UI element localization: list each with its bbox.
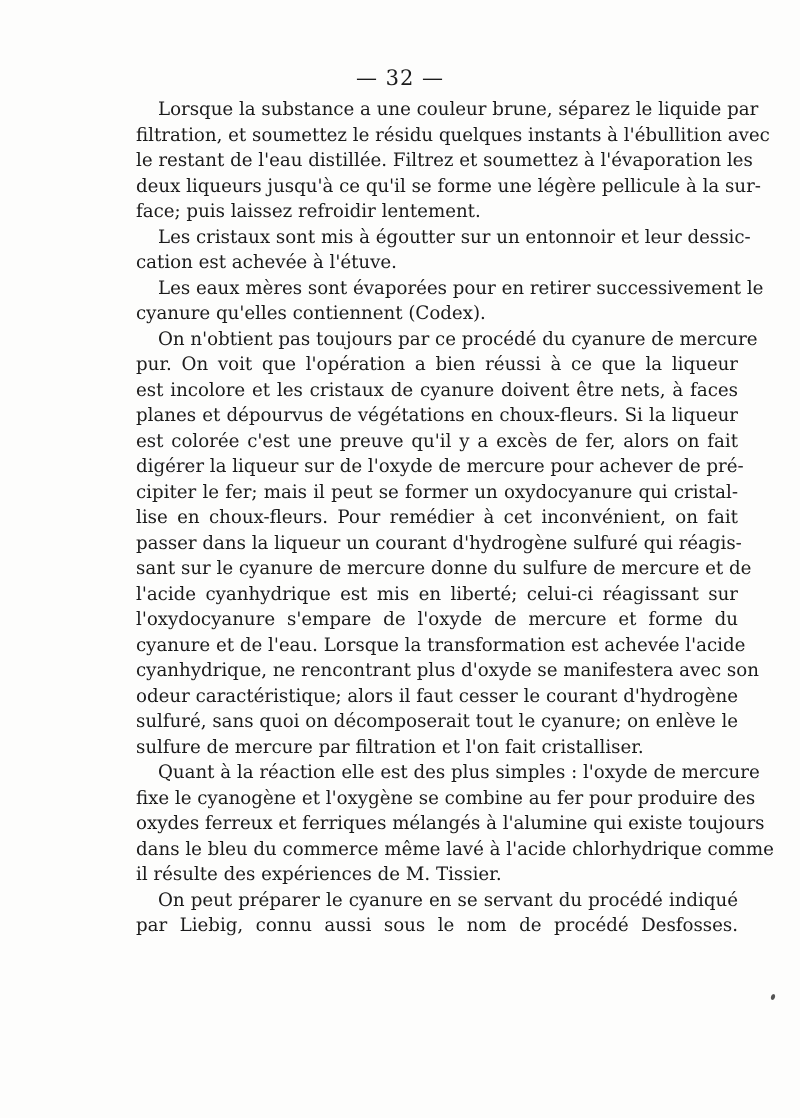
text-line: cyanure qu'elles contiennent (Codex). — [136, 303, 486, 324]
paragraph-2 — [136, 225, 751, 276]
text-line: cyanhydrique, ne rencontrant plus d'oxyde se manifestera avec son — [136, 660, 759, 681]
text-line: sulfuré, sans quoi on décomposerait tout le cyanure; on enlève le — [136, 711, 739, 732]
text-line: planes et dépourvus de végétations en choux-fleurs. Si la liqueur — [136, 405, 738, 426]
text-line: digérer la liqueur sur de l'oxyde de mercure pour achever de pré- — [136, 456, 744, 477]
text-line: face; puis laissez refroidir lentement. — [136, 201, 481, 222]
paragraph-1 — [136, 97, 770, 225]
text-line: sant sur le cyanure de mercure donne du sulfure de mercure et de — [136, 558, 752, 579]
text-line: cyanure et de l'eau. Lorsque la transformation est achevée l'acide — [136, 634, 746, 656]
paragraph-3 — [136, 276, 764, 327]
page-number: — 32 — — [355, 66, 445, 90]
text-line: il résulte des expériences de M. Tissier. — [136, 864, 502, 885]
text-line: On n'obtient pas toujours par ce procédé du cyanure de mercure — [158, 328, 758, 350]
paragraph-5 — [136, 760, 774, 888]
text-line: Les cristaux sont mis à égoutter sur un entonnoir et leur dessic- — [158, 226, 751, 248]
text-line: est colorée c'est une preuve qu'il y a excès de fer, alors on fait — [136, 430, 738, 452]
text-line: dans le bleu du commerce même lavé à l'acide chlorhydrique comme — [136, 838, 774, 860]
text-line: est incolore et les cristaux de cyanure doivent être nets, à faces — [136, 379, 738, 401]
paragraph-6 — [136, 888, 738, 939]
text-line: deux liqueurs jusqu'à ce qu'il se forme une légère pellicule à la sur- — [136, 175, 761, 197]
text-line: pur. On voit que l'opération a bien réussi à ce que la liqueur — [136, 354, 738, 375]
text-line: Lorsque la substance a une couleur brune, séparez le liquide par — [158, 99, 759, 120]
paragraph-4 — [136, 327, 759, 761]
text-line: par Liebig, connu aussi sous le nom de procédé Desfosses. — [136, 915, 738, 936]
text-line: fixe le cyanogène et l'oxygène se combine au fer pour produire des — [136, 787, 756, 809]
text-line: passer dans la liqueur un courant d'hydrogène sulfuré qui réagis- — [136, 532, 742, 554]
ink-speck — [770, 993, 776, 1000]
text-line: l'oxydocyanure s'empare de l'oxyde de mercure et forme du — [136, 609, 738, 630]
text-line: filtration, et soumettez le résidu quelques instants à l'ébullition avec — [136, 124, 770, 146]
body-text — [136, 97, 774, 939]
text-line: On peut préparer le cyanure en se servant du procédé indiqué — [158, 889, 738, 911]
text-line: le restant de l'eau distillée. Filtrez et soumettez à l'évaporation les — [136, 150, 753, 171]
text-line: odeur caractéristique; alors il faut cesser le courant d'hydrogène — [136, 685, 738, 707]
text-line: l'acide cyanhydrique est mis en liberté; celui-ci réagissant sur — [136, 583, 738, 605]
text-line: cation est achevée à l'étuve. — [136, 252, 397, 273]
text-line: sulfure de mercure par filtration et l'on fait cristalliser. — [136, 736, 644, 758]
text-line: cipiter le fer; mais il peut se former un oxydocyanure qui cristal- — [136, 481, 738, 503]
text-line: Les eaux mères sont évaporées pour en retirer successivement le — [158, 277, 764, 299]
text-line: lise en choux-fleurs. Pour remédier à cet inconvénient, on fait — [136, 507, 738, 528]
text-line: Quant à la réaction elle est des plus simples : l'oxyde de mercure — [158, 762, 760, 783]
text-line: oxydes ferreux et ferriques mélangés à l'alumine qui existe toujours — [136, 813, 765, 834]
